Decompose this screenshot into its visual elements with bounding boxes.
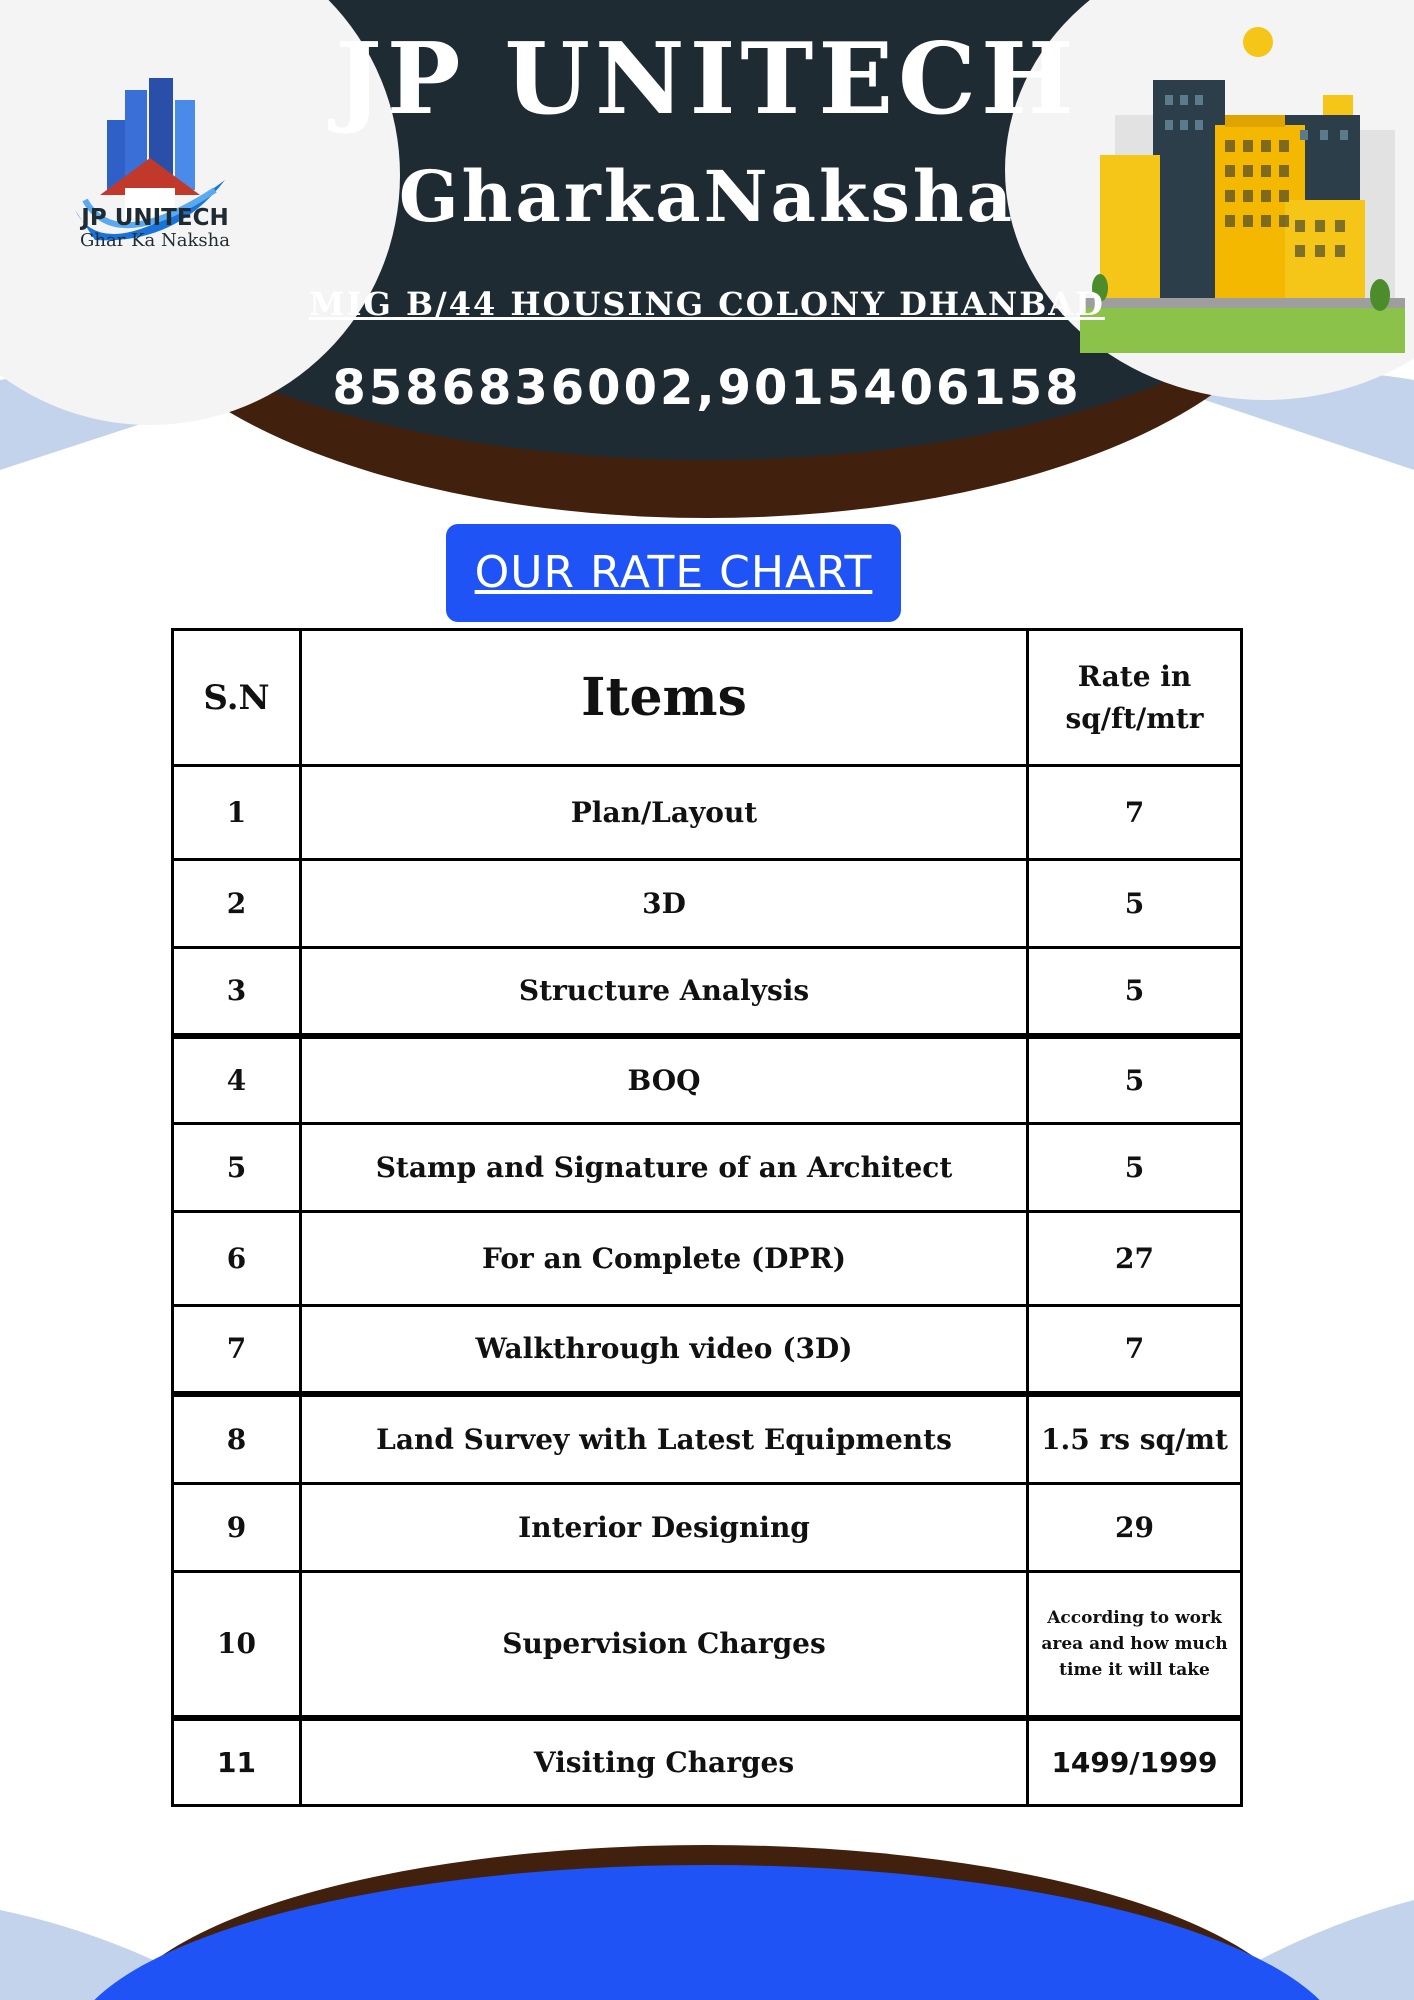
table-row (173, 1124, 1242, 1212)
rate-table-container (171, 628, 1243, 1807)
row-rate: 7 (1028, 1306, 1242, 1394)
table-row (173, 948, 1242, 1036)
table-row (173, 766, 1242, 860)
row-item: For an Complete (DPR) (301, 1212, 1028, 1306)
header-rate-line1: Rate in (1077, 659, 1192, 693)
row-sn: 11 (173, 1718, 301, 1806)
table-row (173, 1718, 1242, 1806)
row-rate: 1.5 rs sq/mt (1028, 1394, 1242, 1484)
row-rate: 29 (1028, 1484, 1242, 1572)
brand-title: JP UNITECH (335, 22, 1079, 137)
row-sn: 1 (173, 766, 301, 860)
row-rate: 5 (1028, 1036, 1242, 1124)
row-rate: 27 (1028, 1212, 1242, 1306)
row-sn: 7 (173, 1306, 301, 1394)
table-row (173, 1394, 1242, 1484)
row-sn: 10 (173, 1572, 301, 1718)
logo-name: JP UNITECH (81, 205, 229, 231)
row-item: Plan/Layout (301, 766, 1028, 860)
row-item: 3D (301, 860, 1028, 948)
row-item: Walkthrough video (3D) (301, 1306, 1028, 1394)
rate-chart-button[interactable]: OUR RATE CHART (446, 524, 901, 622)
row-rate: 5 (1028, 1124, 1242, 1212)
table-row (173, 1572, 1242, 1718)
row-rate-line2: area and how much (1041, 1633, 1228, 1654)
row-sn: 2 (173, 860, 301, 948)
row-sn: 6 (173, 1212, 301, 1306)
table-header-row (173, 630, 1242, 766)
phone-numbers: 8586836002,9015406158 (332, 360, 1082, 416)
logo-tagline: Ghar Ka Naksha (80, 230, 230, 251)
table-row (173, 1484, 1242, 1572)
row-item: Supervision Charges (301, 1572, 1028, 1718)
table-row (173, 860, 1242, 948)
row-rate (1028, 1572, 1242, 1718)
row-rate-line1: According to work (1047, 1607, 1222, 1628)
row-rate-line3: time it will take (1059, 1659, 1210, 1680)
row-rate: 7 (1028, 766, 1242, 860)
row-item: Stamp and Signature of an Architect (301, 1124, 1028, 1212)
header-sn: S.N (173, 630, 301, 766)
row-item: Land Survey with Latest Equipments (301, 1394, 1028, 1484)
header-rate-line2: sq/ft/mtr (1065, 701, 1204, 735)
row-sn: 8 (173, 1394, 301, 1484)
table-row (173, 1306, 1242, 1394)
row-item: BOQ (301, 1036, 1028, 1124)
address: MIG B/44 HOUSING COLONY DHANBAD (309, 285, 1105, 323)
row-rate: 1499/1999 (1028, 1718, 1242, 1806)
row-rate: 5 (1028, 948, 1242, 1036)
row-rate: 5 (1028, 860, 1242, 948)
table-row (173, 1212, 1242, 1306)
row-item: Visiting Charges (301, 1718, 1028, 1806)
row-sn: 3 (173, 948, 301, 1036)
table-row (173, 1036, 1242, 1124)
row-sn: 9 (173, 1484, 301, 1572)
row-item: Structure Analysis (301, 948, 1028, 1036)
footer-background (0, 1840, 1414, 2000)
header-rate (1028, 630, 1242, 766)
row-item: Interior Designing (301, 1484, 1028, 1572)
row-sn: 5 (173, 1124, 301, 1212)
rate-table (171, 628, 1243, 1807)
row-sn: 4 (173, 1036, 301, 1124)
brand-subtitle: GharkaNaksha (398, 155, 1016, 238)
header-items: Items (301, 630, 1028, 766)
